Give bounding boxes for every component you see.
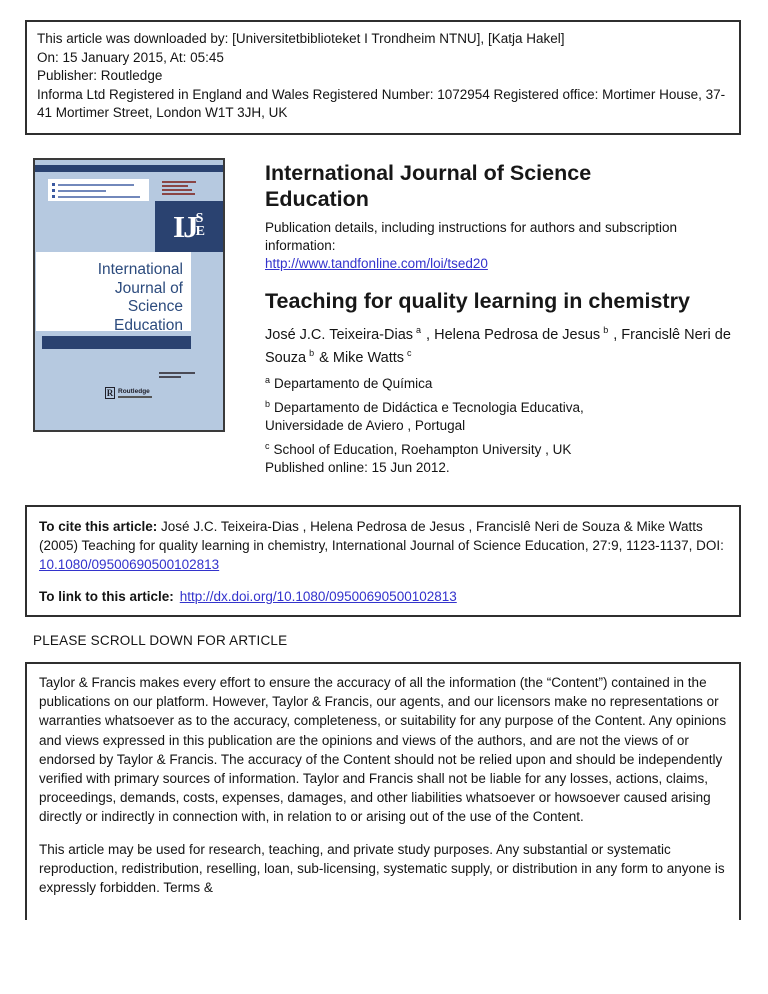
cover-bullet-line (52, 189, 145, 192)
disclaimer-paragraph-2: This article may be used for research, teaching, and private study purposes. Any substantial or systematic reproduction, redistribution, reselling, loan, sub-licensing, systematic supply, or distribution in any form to anyone is expressly forbidden. Terms & (39, 841, 725, 896)
cover-top-strip (35, 165, 223, 172)
bullet-icon (52, 195, 55, 198)
ijse-logo: IJ S E (173, 209, 205, 244)
cite-label: To cite this article: (39, 519, 158, 534)
author-name: Francislê Neri de Souza (265, 327, 731, 366)
article-url-link[interactable]: http://dx.doi.org/10.1080/09500690500102813 (179, 589, 457, 604)
affiliation-b: $^b$ Departamento de Didáctica e Tecnologia Educativa, Universidade de Aviero , Portugal (265, 398, 584, 433)
doi-link[interactable]: 10.1080/09500690500102813 (39, 557, 220, 572)
author-name: José J.C. Teixeira-Dias (265, 327, 414, 343)
cite-paragraph (39, 517, 727, 574)
routledge-logo (105, 387, 152, 399)
journal-cover-image (33, 158, 225, 432)
publication-details-text: Publication details, including instructions for authors and subscription information: (265, 220, 677, 253)
affiliation-c: $^c$ School of Education, Roehampton University , UK (265, 440, 572, 457)
routledge-logo-text: Routledge (118, 388, 150, 395)
cite-text: José J.C. Teixeira-Dias , Helena Pedrosa de Jesus , Francislê Neri de Souza & Mike Watts (2005) Teaching for quality learning in chemistry, International Journal of Science Education, 27:9, 1123-1137, DOI: (39, 519, 724, 553)
cover-bullet-list (48, 179, 149, 201)
author-affiliation-superscript: c (407, 348, 412, 359)
author-name: Mike Watts (332, 350, 405, 366)
bullet-icon (52, 183, 55, 186)
cover-logo-band (155, 201, 223, 252)
cover-bullet-line (52, 183, 145, 186)
author-affiliation-superscript: b (309, 348, 315, 359)
author-affiliation-superscript: a (416, 325, 422, 336)
citation-box (25, 505, 741, 617)
routledge-r-icon: R (106, 388, 114, 398)
cover-issn-text (159, 372, 195, 378)
disclaimer-paragraph-1: Taylor & Francis makes every effort to ensure the accuracy of all the information (the “Content”) contained in the publications on our platform. However, Taylor & Francis, our agents, and our licensors make no representations or warranties whatsoever as to the accuracy, completeness, or suitability for any purpose of the Content. Any opinions and views expressed in this publication are the opinions and views of the authors, and are not the views of or endorsed by Taylor & Francis. The accuracy of the Content should not be relied upon and should be independently verified with primary sources of information. Taylor and Francis shall not be liable for any losses, actions, claims, proceedings, demands, costs, expenses, damages, and other liabilities whatsoever or howsoever caused arising directly or indirectly in connection with, in relation to or arising out of the use of the Content. (39, 675, 727, 825)
bullet-icon (52, 189, 55, 192)
registration-line: Informa Ltd Registered in England and Wales Registered Number: 1072954 Registered office: Mortimer House, 37-41 Mortimer Street, London W1T 3JH, UK (37, 86, 726, 121)
journal-title: International Journal of Science Education (265, 161, 592, 211)
publisher-line: Publisher: Routledge (37, 68, 163, 84)
authors-line: José J.C. Teixeira-Dias $^a$ , Helena Pedrosa de Jesus $^b$ , Francislê Neri de Souza $^b$ & Mike Watts $^c$ (265, 325, 731, 366)
cover-issue-info (162, 181, 196, 195)
author-affiliation-superscript: b (603, 325, 609, 336)
article-title: Teaching for quality learning in chemistry (265, 289, 690, 313)
terms-disclaimer-box (25, 662, 741, 920)
link-label: To link to this article: (39, 589, 174, 604)
cover-title-box (36, 252, 191, 334)
link-paragraph (39, 587, 727, 606)
author-name: Helena Pedrosa de Jesus (434, 327, 601, 343)
published-online-text: Published online: 15 Jun 2012. (265, 460, 450, 475)
cover-journal-title: International Journal of Science Education (97, 261, 183, 334)
cover-divider-bar (42, 336, 191, 349)
cover-bullet-line (52, 195, 145, 198)
journal-homepage-link[interactable]: http://www.tandfonline.com/loi/tsed20 (265, 256, 488, 271)
affiliation-a: $^a$ Departamento de Química (265, 374, 433, 391)
downloaded-by-line: This article was downloaded by: [Universitetbiblioteket I Trondheim NTNU], [Katja Hakel] (37, 31, 565, 46)
download-date-line: On: 15 January 2015, At: 05:45 (37, 49, 224, 65)
download-info-box (25, 20, 741, 135)
scroll-down-note: PLEASE SCROLL DOWN FOR ARTICLE (33, 633, 288, 648)
article-header-column (265, 160, 747, 477)
